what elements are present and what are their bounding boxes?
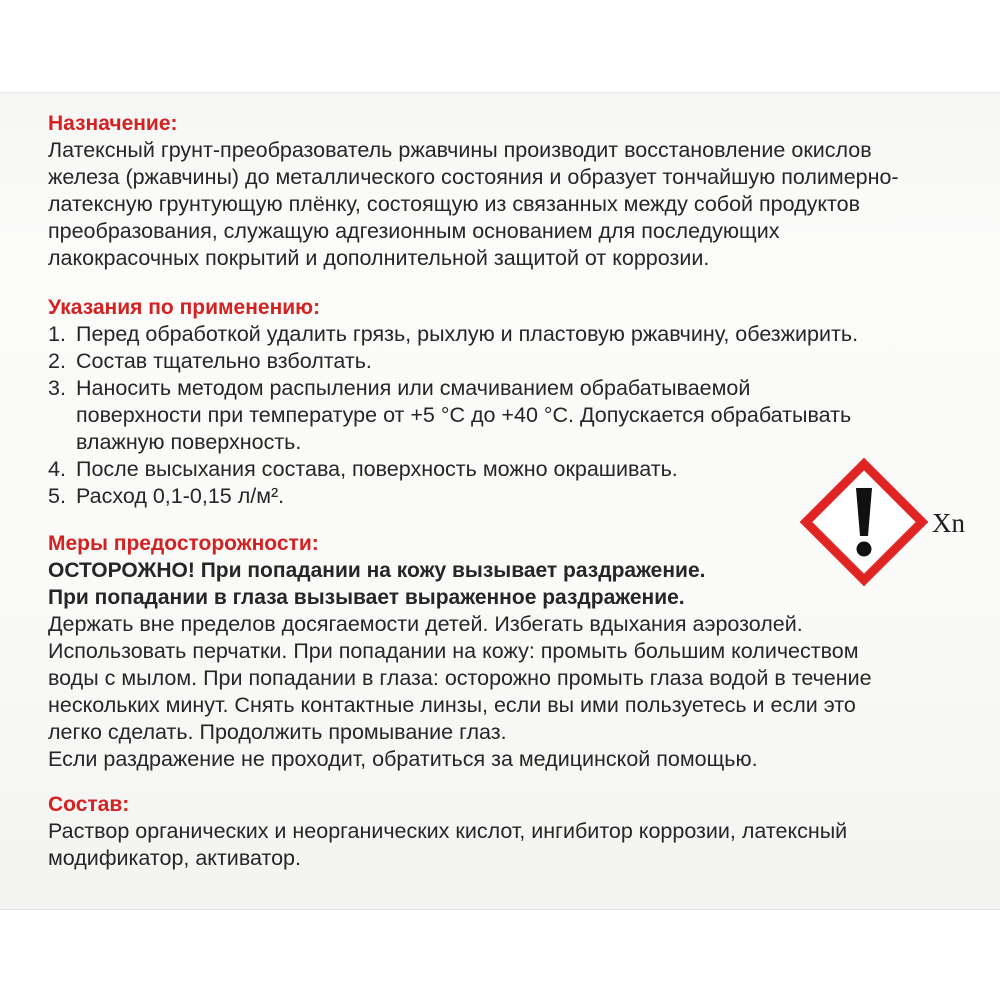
step-text: Перед обработкой удалить грязь, рыхлую и пластовую ржавчину, обезжирить. [76,322,859,346]
precautions-heading: Меры предосторожности: [48,532,319,555]
step-text: поверхности при температуре от +5 °С до +40 °С. Допускается обрабатывать [76,403,852,427]
composition-line: Раствор органических и неорганических кислот, ингибитор коррозии, латексный [48,819,848,843]
purpose-line: Латексный грунт-преобразователь ржавчины производит восстановление окислов [48,138,872,162]
exclamation-dot [857,542,872,557]
step-number: 2. [48,349,66,373]
precaution-line: Если раздражение не проходит, обратиться за медицинской помощью. [48,747,758,771]
composition-heading: Состав: [48,793,130,816]
hazard-code-label: Xn [932,508,965,538]
precaution-line: легко сделать. Продолжить промывание глаз. [48,720,507,744]
instruction-step [48,321,978,348]
step-text: Расход 0,1-0,15 л/м². [76,484,285,508]
precaution-line: нескольких минут. Снять контактные линзы, если вы ими пользуетесь и если это [48,693,856,717]
purpose-line: преобразования, служащую адгезионным основанием для последующих [48,219,780,243]
composition-line: модификатор, активатор. [48,846,301,870]
purpose-heading: Назначение: [48,112,178,135]
warning-line: ОСТОРОЖНО! При попадании на кожу вызывает раздражение. [48,559,706,582]
precaution-line: Держать вне пределов досягаемости детей. Избегать вдыхания аэрозолей. [48,612,803,636]
purpose-line: лакокрасочных покрытий и дополнительной защитой от коррозии. [48,246,710,270]
step-number: 4. [48,457,66,481]
instruction-step [48,348,978,375]
precaution-line: воды с мылом. При попадании в глаза: осторожно промыть глаза водой в течение [48,666,872,690]
step-text: влажную поверхность. [76,430,302,454]
purpose-line: латексную грунтующую плёнку, состоящую из связанных между собой продуктов [48,192,861,216]
step-text: Наносить методом распыления или смачиванием обрабатываемой [76,376,751,400]
purpose-line: железа (ржавчины) до металлического состояния и образует тончайшую полимерно- [48,165,899,189]
step-number: 3. [48,376,66,400]
step-number: 5. [48,484,66,508]
step-number: 1. [48,322,66,346]
precaution-line: Использовать перчатки. При попадании на кожу: промыть большим количеством [48,639,859,663]
composition-section [48,791,978,872]
purpose-section [48,110,978,272]
warning-line: При попадании в глаза вызывает выраженное раздражение. [48,586,685,609]
step-text: После высыхания состава, поверхность можно окрашивать. [76,457,678,481]
exclamation-hazard-icon [800,458,928,586]
instruction-step [48,375,978,456]
step-text: Состав тщательно взболтать. [76,349,372,373]
instructions-heading: Указания по применению: [48,296,321,319]
